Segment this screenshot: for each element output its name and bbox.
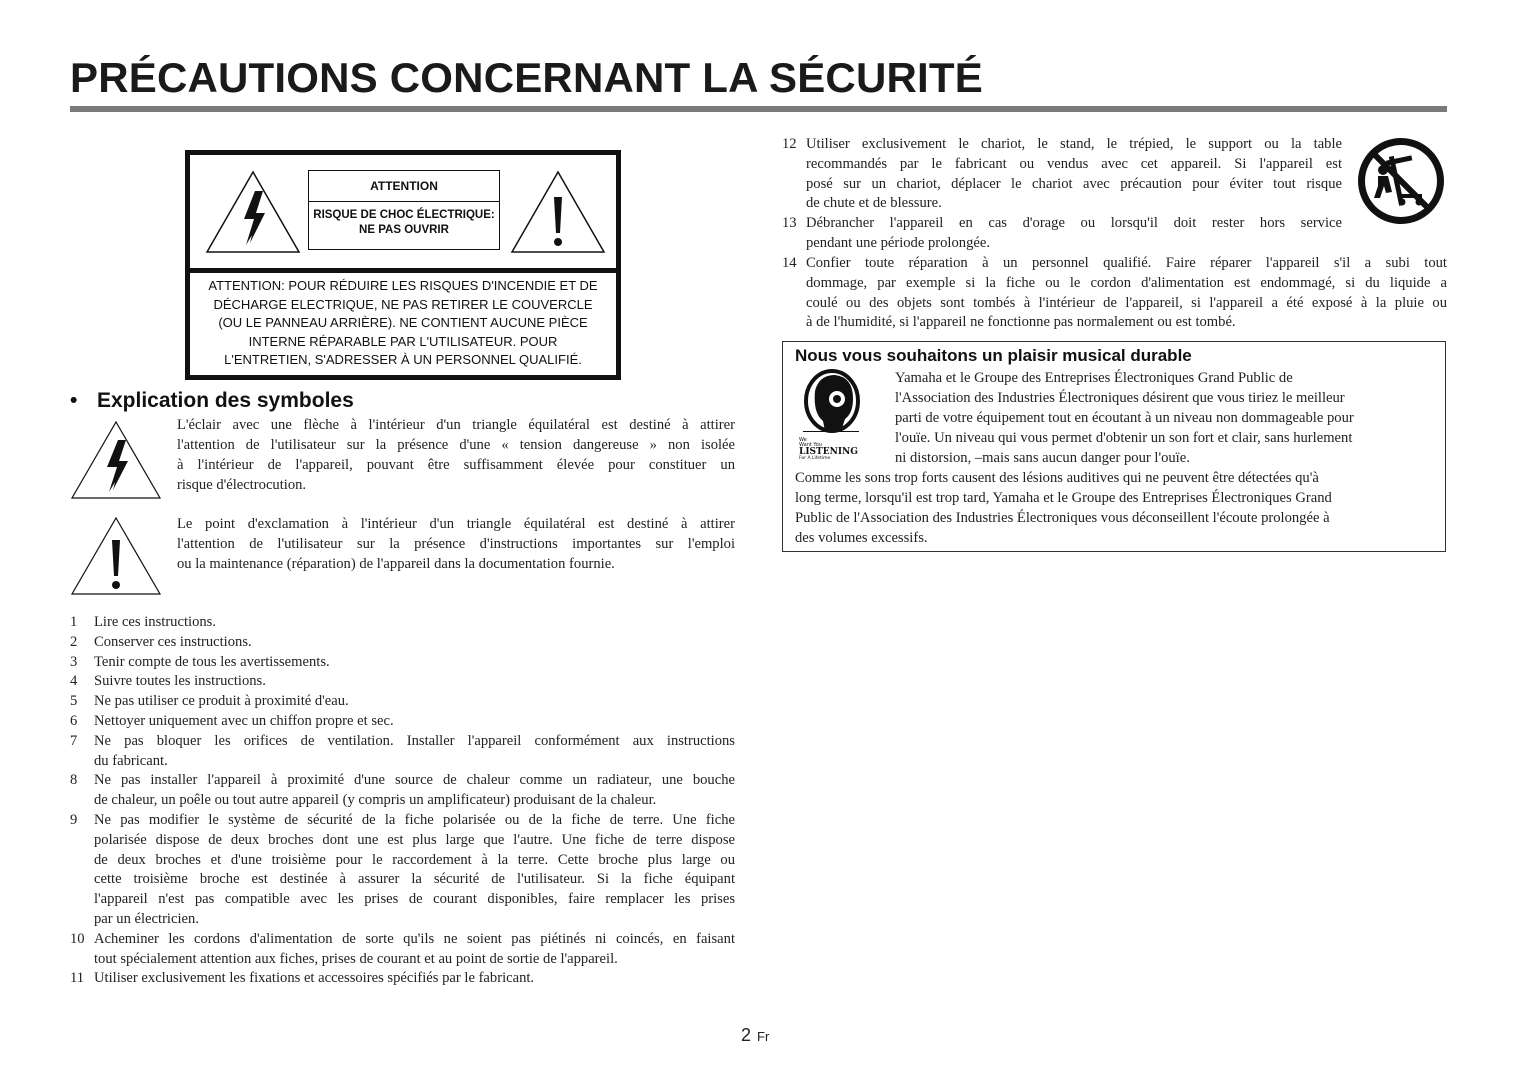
- logo-text: LISTENING: [799, 447, 858, 457]
- list-item-text: de chute et de blessure.: [806, 195, 942, 212]
- logo-text: Want You: [799, 442, 823, 448]
- text-line: l'Association des Industries Électroniques désirent que vous tiriez le meilleur: [895, 390, 1345, 406]
- caution-title: ATTENTION: [309, 171, 499, 202]
- list-item: [70, 771, 735, 811]
- list-item-text: Ne pas bloquer les orifices de ventilation. Installer l'appareil conformément aux instructions: [94, 732, 735, 749]
- list-item-text: Tenir compte de tous les avertissements.: [94, 653, 330, 670]
- text-line: parti de votre équipement tout en écoutant à un niveau non dommageable pour: [895, 410, 1354, 426]
- text-line: ou la maintenance (réparation) de l'appareil dans la documentation fournie.: [177, 556, 615, 572]
- list-item-number: 9: [70, 811, 78, 828]
- list-item-text: pendant une période prolongée.: [806, 234, 990, 251]
- caution-body-line: RISQUE DE CHOC ÉLECTRIQUE:: [313, 209, 495, 221]
- list-item-text: de chaleur, un poêle ou tout autre appareil (y compris un amplificateur) produisant de la chaleur.: [94, 792, 657, 809]
- list-item-text: à de l'humidité, si l'appareil ne fonctionne pas normalement ou est tombé.: [806, 314, 1236, 331]
- exclamation-triangle-icon: [70, 516, 162, 596]
- listening-notice-box: [782, 341, 1446, 552]
- list-item: [70, 732, 735, 772]
- text-line: l'attention de l'utilisateur sur la présence d'instructions importantes sur l'emploi: [177, 536, 735, 552]
- warning-box-symbols: [190, 155, 616, 268]
- cart-tipover-warning-icon: [1356, 136, 1446, 226]
- list-item: [70, 613, 735, 633]
- list-item-text: polarisée dispose de deux broches dont une est plus large que l'autre. Une fiche de terre dispose: [94, 831, 735, 848]
- list-item-text: Ne pas utiliser ce produit à proximité d'eau.: [94, 693, 349, 710]
- instructions-list-right-top: [782, 135, 1342, 254]
- list-item: [782, 254, 1447, 333]
- caution-body-line: NE PAS OUVRIR: [359, 224, 449, 236]
- symbols-heading-text: Explication des symboles: [97, 389, 354, 412]
- list-item-text: Ne pas installer l'appareil à proximité d'une source de chaleur comme un radiateur, une bouche: [94, 772, 735, 789]
- warning-notice-line: (OU LE PANNEAU ARRIÈRE). NE CONTIENT AUCUNE PIÈCE: [218, 315, 588, 330]
- list-item: [70, 633, 735, 653]
- list-item-text: du fabricant.: [94, 752, 168, 769]
- text-line: ni distorsion, –mais sans aucun danger pour l'ouïe.: [895, 450, 1190, 466]
- list-item-text: Confier toute réparation à un personnel qualifié. Faire réparer l'appareil s'il a subi tout: [806, 255, 1447, 271]
- symbols-heading: [70, 389, 354, 413]
- list-item: [782, 135, 1342, 214]
- list-item: [70, 811, 735, 930]
- list-item-text: tout spécialement attention aux fiches, prises de courant et au point de sortie de l'appareil.: [94, 950, 618, 967]
- page-title: PRÉCAUTIONS CONCERNANT LA SÉCURITÉ: [70, 54, 983, 101]
- exclamation-explanation: [177, 514, 735, 574]
- list-item-text: Suivre toutes les instructions.: [94, 673, 266, 690]
- exclamation-triangle-icon: [510, 169, 606, 255]
- logo-text: For A Lifetime: [799, 456, 831, 459]
- text-line: Le point d'exclamation à l'intérieur d'un triangle équilatéral est destiné à attirer: [177, 516, 735, 532]
- title-rule: [70, 106, 1447, 112]
- warning-notice-line: DÉCHARGE ELECTRIQUE, NE PAS RETIRER LE COUVERCLE: [213, 296, 593, 312]
- list-item: [70, 930, 735, 970]
- text-line: long terme, lorsqu'il est trop tard, Yamaha et le Groupe des Entreprises Électroniques Grand: [795, 490, 1332, 506]
- warning-notice-line: L'ENTRETIEN, S'ADRESSER À UN PERSONNEL QUALIFIÉ.: [224, 352, 582, 367]
- warning-notice: [190, 273, 616, 375]
- list-item-text: par un électricien.: [94, 910, 199, 927]
- list-item-text: cette troisième broche est destinée à assurer la sécurité de l'utilisateur. Si la fiche équipant: [94, 871, 735, 888]
- list-item-number: 5: [70, 693, 78, 710]
- lightning-explanation: [177, 415, 735, 495]
- page-language: Fr: [757, 1029, 770, 1044]
- list-item-text: Utiliser exclusivement les fixations et accessoires spécifiés par le fabricant.: [94, 970, 535, 987]
- listening-body: [795, 468, 1332, 548]
- list-item-number: 7: [70, 732, 78, 749]
- list-item-text: Débrancher l'appareil en cas d'orage ou lorsqu'il doit rester hors service: [806, 215, 1342, 232]
- list-item-number: 4: [70, 673, 78, 690]
- instructions-list-left: [70, 613, 735, 989]
- listening-title: Nous vous souhaitons un plaisir musical durable: [795, 346, 1192, 365]
- text-line: l'ouïe. Un niveau qui vous permet d'obtenir un son fort et clair, sans hurlement: [895, 430, 1353, 446]
- list-item-text: de deux broches et d'une troisième pour le raccordement à la terre. Cette broche plus large ou: [94, 851, 735, 868]
- list-item: [70, 969, 735, 989]
- bullet: •: [70, 389, 78, 412]
- list-item: [70, 712, 735, 732]
- we-want-you-listening-logo: [795, 369, 865, 459]
- text-line: L'éclair avec une flèche à l'intérieur d'un triangle équilatéral est destiné à attirer: [177, 417, 735, 433]
- text-line: Yamaha et le Groupe des Entreprises Électroniques Grand Public de: [895, 370, 1293, 386]
- list-item-text: coulé ou des objets sont tombés à l'intérieur de l'appareil, si l'appareil a été exposé à la pluie ou: [806, 294, 1447, 311]
- list-item-number: 6: [70, 712, 78, 729]
- list-item-number: 10: [70, 930, 85, 947]
- list-item-text: Lire ces instructions.: [94, 614, 216, 630]
- list-item-number: 2: [70, 633, 78, 650]
- list-item-number: 3: [70, 653, 78, 670]
- text-line: risque d'électrocution.: [177, 477, 307, 493]
- list-item: [70, 692, 735, 712]
- text-line: l'attention de l'utilisateur sur la présence d'une « tension dangereuse » non isolée: [177, 437, 735, 453]
- list-item-number: 11: [70, 970, 85, 987]
- list-item-text: dommage, par exemple si la fiche ou le cordon d'alimentation est endommagé, si du liquide a: [806, 274, 1447, 291]
- text-line: des volumes excessifs.: [795, 530, 928, 546]
- list-item-number: 1: [70, 614, 78, 630]
- text-line: à l'intérieur de l'appareil, pouvant être suffisamment élevée pour constituer un: [177, 457, 735, 473]
- list-item-text: l'appareil n'est pas compatible avec les prises de courant disponibles, faire remplacer les prises: [94, 891, 735, 908]
- logo-text: We: [799, 437, 807, 443]
- list-item-text: Conserver ces instructions.: [94, 633, 252, 650]
- list-item-number: 12: [782, 136, 797, 152]
- list-item-text: Ne pas modifier le système de sécurité de la fiche polarisée ou de la fiche de terre. Une fiche: [94, 811, 735, 828]
- list-item-text: Nettoyer uniquement avec un chiffon propre et sec.: [94, 712, 394, 729]
- list-item-text: recommandés par le fabricant ou vendus avec cet appareil. Si l'appareil est: [806, 155, 1342, 172]
- page-footer: [741, 1025, 769, 1046]
- warning-notice-line: INTERNE RÉPARABLE PAR L'UTILISATEUR. POUR: [248, 333, 558, 349]
- list-item-number: 8: [70, 772, 78, 789]
- instructions-list-right-bottom: [782, 254, 1447, 333]
- warning-box: [185, 150, 621, 380]
- list-item-number: 13: [782, 215, 797, 232]
- caution-body: [309, 202, 499, 238]
- warning-notice-line: ATTENTION: POUR RÉDUIRE LES RISQUES D'INCENDIE ET DE: [208, 278, 598, 293]
- lightning-triangle-icon: [205, 169, 301, 255]
- list-item: [782, 214, 1342, 254]
- text-line: Comme les sons trop forts causent des lésions auditives qui ne peuvent être détectées qu'à: [795, 470, 1319, 486]
- list-item-number: 14: [782, 255, 797, 271]
- page-number: 2: [741, 1025, 752, 1045]
- list-item: [70, 672, 735, 692]
- list-item-text: posé sur un chariot, déplacer le chariot avec précaution pour éviter tout risque: [806, 175, 1342, 192]
- lightning-triangle-icon: [70, 420, 162, 500]
- list-item-text: Acheminer les cordons d'alimentation de sorte qu'ils ne soient pas piétinés ni coincés, en faisant: [94, 930, 735, 947]
- listening-intro: [895, 368, 1354, 468]
- text-line: Public de l'Association des Industries Électroniques vous déconseillent l'écoute prolongée à: [795, 510, 1330, 526]
- list-item-text: Utiliser exclusivement le chariot, le stand, le trépied, le support ou la table: [806, 136, 1342, 152]
- list-item: [70, 653, 735, 673]
- caution-label: [308, 170, 500, 250]
